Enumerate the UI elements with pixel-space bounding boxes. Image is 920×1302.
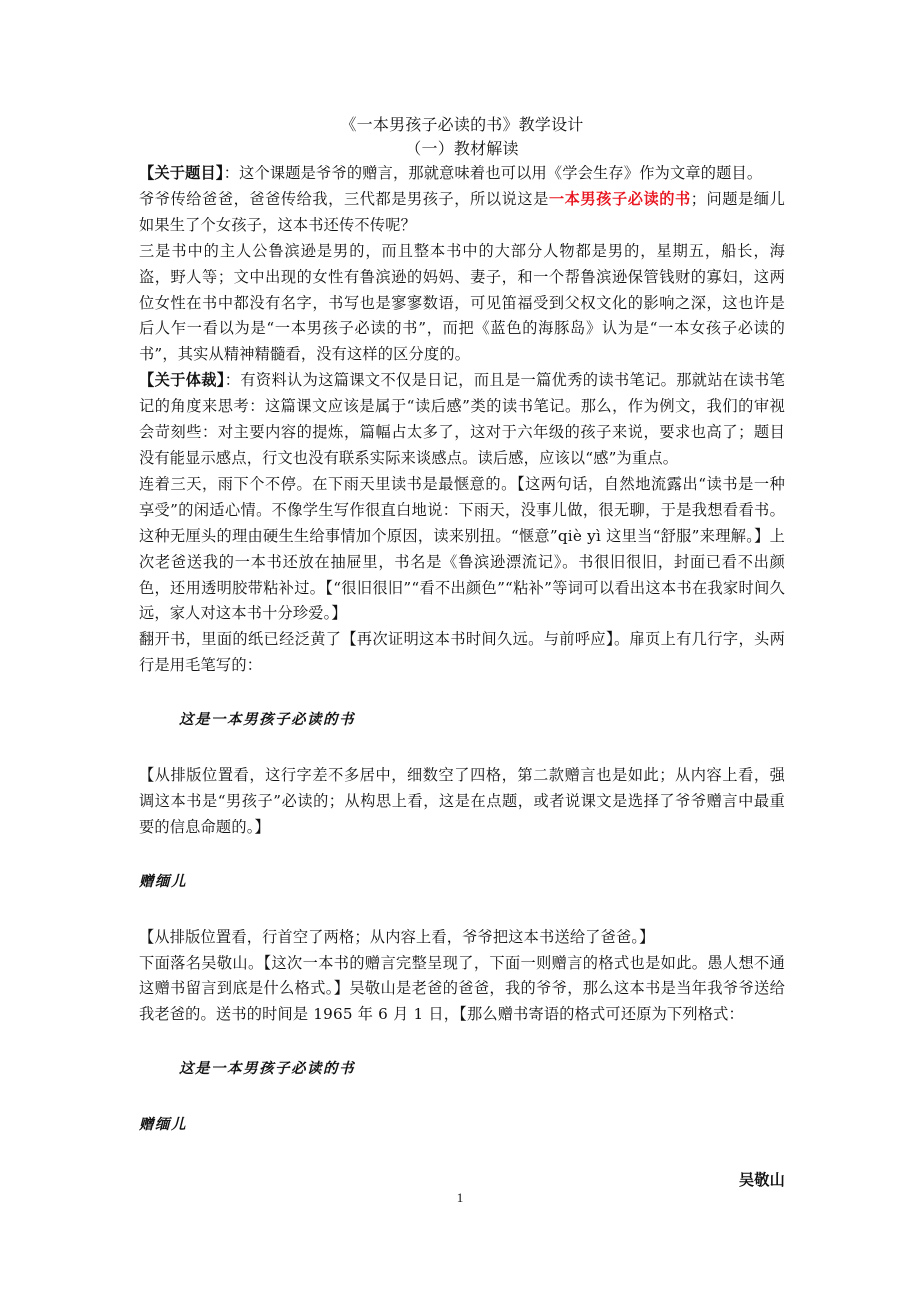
bracket-heading-title: 【关于题目】 xyxy=(139,164,224,182)
paragraph-text: ：有资料认为这篇课文不仅是日记，而且是一篇优秀的读书笔记。那就站在读书笔记的角度来思考：这篇课文应该是属于“读后感”类的读书笔记。那么，作为例文，我们的审视会苛刻些：对主要内容的提炼，篇幅占太多了，这对于六年级的孩子来说，要求也高了；题目没有能显示感点，行文也没有联系实际来谈感点。读后感，应该以“感”为重点。 xyxy=(139,371,785,467)
paragraph-text: ：这个课题是爷爷的赠言，那就意味着也可以用《学会生存》作为文章的题目。 xyxy=(223,164,763,182)
document-title: 《一本男孩子必读的书》教学设计 xyxy=(340,115,584,134)
paragraph-genre-analysis xyxy=(139,368,785,472)
paragraph-opening-book: 翻开书，里面的纸已经泛黄了【再次证明这本书时间久远。与前呼应】。扉页上有几行字，头两行是用毛笔写的： xyxy=(139,630,785,675)
quote-dedication-restored: 赠缅儿 xyxy=(139,1116,187,1134)
quote-inscription-line: 这是一本男孩子必读的书 xyxy=(179,711,355,729)
paragraph-text: 爷爷传给爸爸，爸爸传给我，三代都是男孩子，所以说这是 xyxy=(139,189,549,208)
paragraph-indent-note: 【从排版位置看，行首空了两格；从内容上看，爷爷把这本书送给了爸爸。】 xyxy=(139,927,655,946)
paragraph-characters: 三是书中的主人公鲁滨逊是男的，而且整本书中的大部分人物都是男的，星期五，船长，海盗，野人等；文中出现的女性有鲁滨逊的妈妈、妻子，和一个帮鲁滨逊保管钱财的寡妇，这两位女性在书中都没有名字，书写也是寥寥数语，可见笛福受到父权文化的影响之深，这也许是后人乍一看以为是“一本男孩子必读的书”，而把《蓝色的海豚岛》认为是“一本女孩子必读的书”，其实从精神精髓看，没有这样的区分度的。 xyxy=(139,241,785,364)
paragraph-signature-note: 下面落名吴敬山。【这次一本书的赠言完整呈现了，下面一则赠言的格式也是如此。愚人想不通这赠书留言到底是什么格式。】吴敬山是老爸的爸爸，我的爷爷，那么这本书是当年我爷爷送给我老爸的。送书的时间是 1965 年 6 月 1 日，【那么赠书寄语的格式可还原为下列格式： xyxy=(139,953,785,1024)
bracket-heading-genre: 【关于体裁】 xyxy=(139,371,225,390)
signature-name: 吴敬山 xyxy=(738,1171,785,1190)
paragraph-layout-note: 【从排版位置看，这行字差不多居中，细数空了四格，第二款赠言也是如此；从内容上看，强调这本书是“男孩子”必读的；从构思上看，这是在点题，或者说课文是选择了爷爷赠言中最重要的信息命题的。】 xyxy=(139,766,785,836)
quote-inscription-line-restored: 这是一本男孩子必读的书 xyxy=(179,1060,355,1078)
highlighted-phrase: 一本男孩子必读的书 xyxy=(548,189,691,208)
paragraph-text: ；问题是缅儿如果生了个女孩子，这本书还传不传呢？ xyxy=(139,189,785,234)
document-body xyxy=(139,112,785,1194)
quote-dedication: 赠缅儿 xyxy=(139,872,187,890)
paragraph-rainy-days: 连着三天，雨下个不停。在下雨天里读书是最惬意的。【这两句话，自然地流露出“读书是一种享受”的闲适心情。不像学生写作很直白地说：下雨天，没事儿做，很无聊，于是我想看看书。这种无厘头的理由硬生生给事情加个原因，读来别扭。“惬意”qiè yì 这里当“舒服”来理解。】上次老爸送我的一本书还放在抽屉里，书名是《鲁滨逊漂流记》。书很旧很旧，封面已看不出颜色，还用透明胶带粘补过。【“很旧很旧”“看不出颜色”“粘补”等词可以看出这本书在我家时间久远，家人对这本书十分珍爱。】 xyxy=(139,474,785,623)
page-number: 1 xyxy=(456,1190,464,1205)
section-heading: （一）教材解读 xyxy=(405,139,519,158)
paragraph-title-analysis xyxy=(139,161,785,187)
paragraph-inheritance xyxy=(139,187,785,239)
